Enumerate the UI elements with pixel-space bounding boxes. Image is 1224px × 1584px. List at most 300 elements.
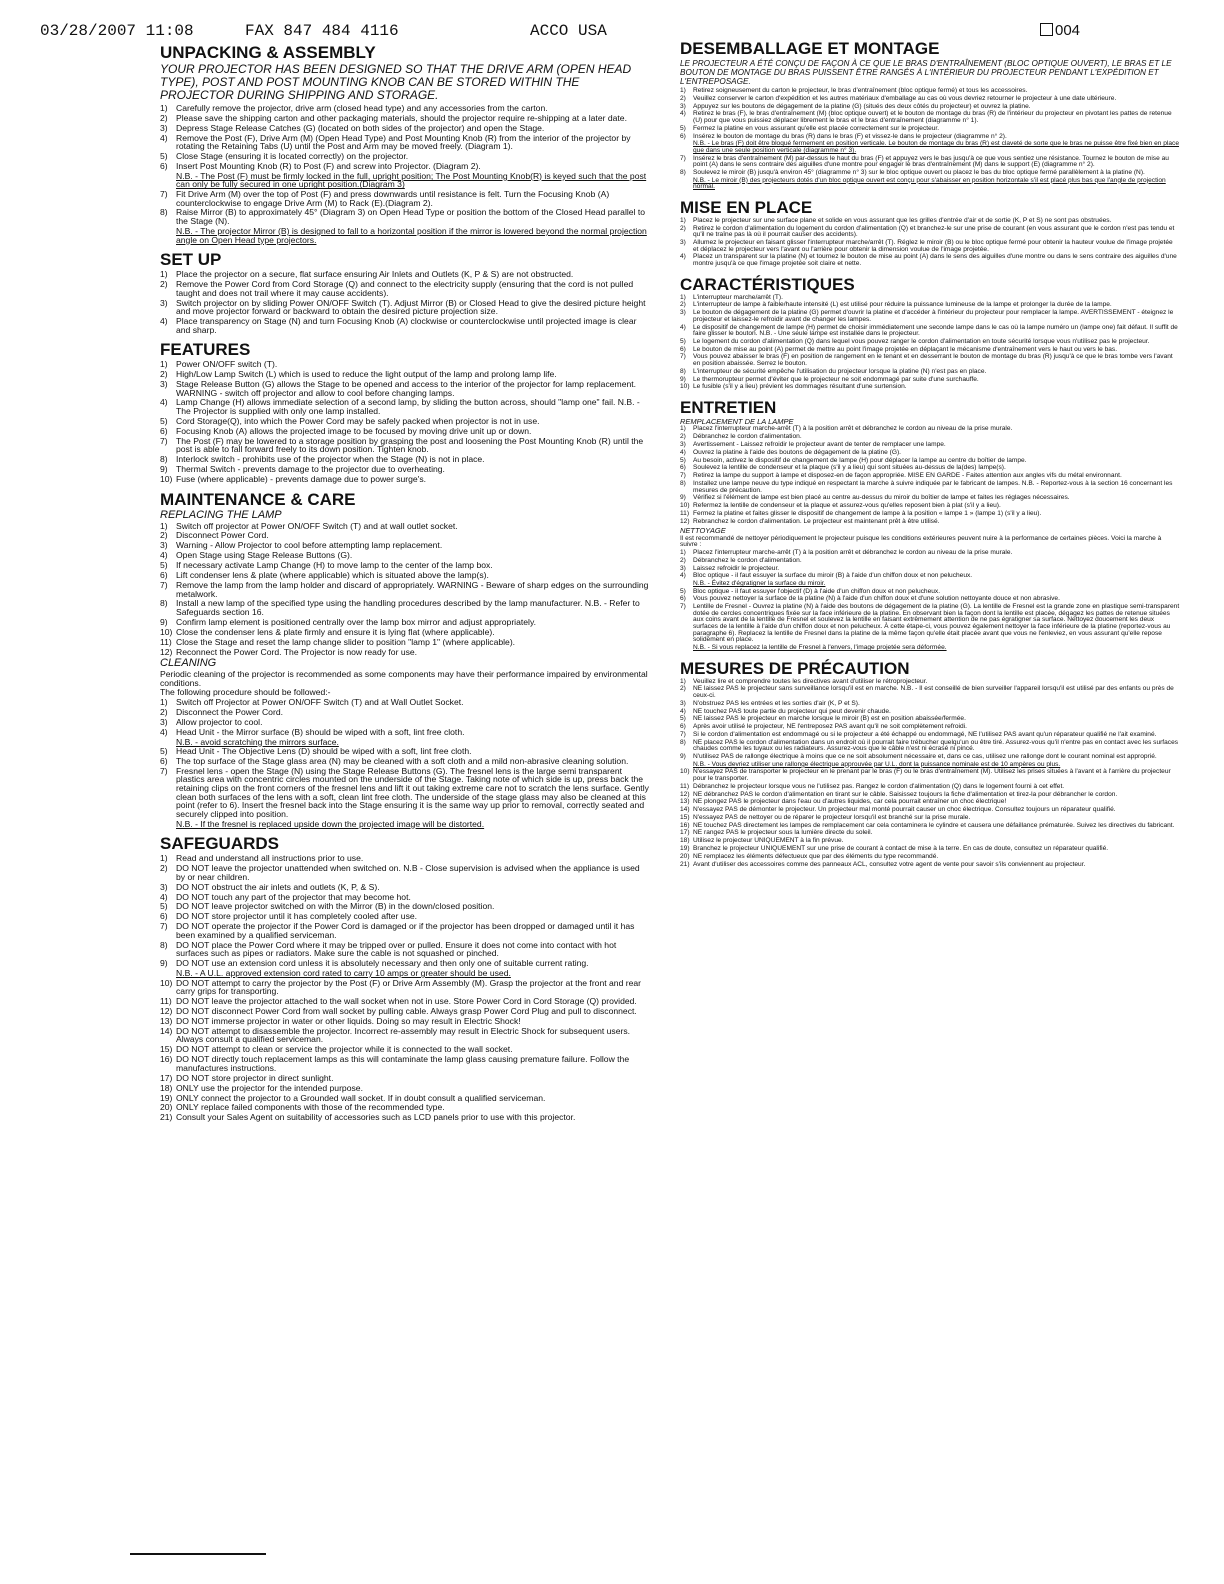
list-item: [680, 104, 1180, 111]
list-item-text: Insert Post Mounting Knob (R) to Post (F) and screw into Projector. (Diagram 2).: [176, 160, 481, 171]
list-item-number: 8): [680, 738, 686, 746]
list-item: [680, 156, 1180, 169]
list-item-number: 6): [160, 911, 168, 922]
list-item: [680, 325, 1180, 338]
list-item: [680, 170, 1180, 177]
list-item: [680, 724, 1180, 731]
list-item-number: 14): [680, 806, 690, 814]
setup-list: [160, 270, 650, 334]
list-item-number: 5): [680, 337, 686, 345]
list-item: [680, 596, 1180, 603]
list-item-number: 8): [160, 207, 168, 218]
list-item-number: 2): [680, 685, 686, 693]
list-item-number: 3): [680, 441, 686, 449]
list-item-number: 7): [680, 154, 686, 162]
list-item-number: 19): [680, 845, 690, 853]
list-item-number: 1): [160, 520, 168, 531]
list-item: [160, 1045, 650, 1054]
list-item: [680, 442, 1180, 449]
list-item: [160, 417, 650, 426]
list-item-number: 2): [680, 433, 686, 441]
list-item-number: 10): [680, 768, 690, 776]
list-item-number: 10): [680, 502, 690, 510]
list-item: [680, 784, 1180, 791]
nettoyage-paragraph: Il est recommandé de nettoyer périodiquement le projecteur puisque les conditions extérieures peuvent nuire à la performance de certaines pièces. Voici la marche à suivre :: [680, 534, 1162, 549]
list-item-number: 12): [680, 790, 690, 798]
list-item-text: Consult your Sales Agent on suitability of accessories such as LCD panels prior to use with this projector.: [176, 1112, 576, 1123]
list-item-text: Appuyez sur les boutons de dégagement de la platine (G) (situés des deux côtés du projecteur) et ouvrez la platine.: [693, 102, 1031, 110]
cleaning-list-2: [160, 747, 650, 818]
list-item: [680, 495, 1180, 502]
list-item-text: The Post (F) may be lowered to a storage position by grasping the post and loosening the Post Mounting Knob (R) until the post is able to fall forward freely to its down position. Tighten knob.: [176, 435, 644, 455]
list-item-text: Raise Mirror (B) to approximately 45° (Diagram 3) on Open Head Type or position the bottom of the Closed Head parallel to the Stage (N).: [176, 207, 646, 227]
list-item-text: Remove the Power Cord from Cord Storage (Q) and connect to the electricity supply (ensuring that the cord is not pulled taught and does not trail where it may cause accidents).: [176, 279, 634, 298]
list-item-text: High/Low Lamp Switch (L) which is used to reduce the light output of the lamp and prolong lamp life.: [176, 369, 557, 380]
section-title-safeguards: SAFEGUARDS: [160, 834, 280, 854]
list-item-number: 9): [680, 753, 686, 761]
list-item: [680, 126, 1180, 133]
list-item: [160, 1007, 650, 1016]
list-item-text: NE laissez PAS le projecteur en marche lorsque le miroir (B) est en position abaissée/fermée.: [693, 715, 966, 723]
list-item-number: 9): [680, 494, 686, 502]
list-item-text: Lamp Change (H) allows immediate selection of a second lamp, by sliding the button across, should "lamp one" fail. N.B. - The Projector is supplied with only one lamp installed.: [176, 397, 640, 417]
list-item-text: Close the condenser lens & plate firmly and ensure it is lying flat (where applicable).: [176, 626, 495, 637]
cleaning-note-1: N.B. - avoid scratching the mirrors surface.: [176, 736, 339, 747]
list-item-text: NE touchez PAS directement les lampes de remplacement car cela contaminera le cylindre et causera une défaillance prématurée. Suivez les directives du fabricant.: [693, 821, 1175, 829]
list-item: [160, 455, 650, 464]
list-item-text: DO NOT attempt to disassemble the projector. Incorrect re-assembly may result in Electric Shock for subsequent users. Always consult a qualified serviceman.: [176, 1025, 631, 1045]
list-item-text: Refermez la lentille de condenseur et la plaque et assurez-vous qu'elles reposent bien à plat (s'il y a lieu).: [693, 502, 1001, 510]
list-item-number: 6): [160, 160, 168, 171]
unpacking-note-1: N.B. - The Post (F) must be firmly locked in the full, upright position; The Post Mounting Knob(R) is keyed such that the post can only be fully secured in one upright position.(Diagram 3): [176, 170, 647, 190]
list-item-number: 8): [160, 939, 168, 950]
list-item: [680, 709, 1180, 716]
list-item-number: 6): [680, 723, 686, 731]
list-item: [680, 854, 1180, 861]
list-item-text: NE rangez PAS le projecteur sous la lumière directe du soleil.: [693, 829, 873, 837]
list-item-text: Veuillez lire et comprendre toutes les directives avant d'utiliser le rétroprojecteur.: [693, 677, 928, 685]
list-item-number: 2): [160, 369, 168, 380]
list-item-text: DO NOT operate the projector if the Power Cord is damaged or if the projector has been dropped or damaged until it has been examined by a qualified serviceman.: [176, 921, 635, 940]
list-item-number: 14): [160, 1025, 173, 1036]
subheading-remplacement-lampe: REMPLACEMENT DE LA LAMPE: [680, 416, 794, 426]
list-item-text: NE laissez PAS le projecteur sans surveillance lorsqu'il est en marche. N.B. - Il est conseillé de bien surveiller l'appareil lorsqu'il est utilisé par des enfants ou près de ceux-ci.: [693, 685, 1174, 699]
list-item: [160, 1027, 650, 1044]
list-item-number: 4): [680, 448, 686, 456]
list-item: [160, 708, 650, 717]
list-item-number: 1): [160, 853, 168, 864]
list-item-text: Fuse (where applicable) - prevents damage due to power surge's.: [176, 473, 427, 484]
list-item: [680, 589, 1180, 596]
list-item-text: Head Unit - the Mirror surface (B) should be wiped with a soft, lint free cloth.: [176, 726, 465, 737]
list-item-text: DO NOT store projector until it has completely cooled after use.: [176, 911, 418, 922]
list-item-text: Branchez le projecteur UNIQUEMENT sur une prise de courant à contact de mise à la terre. En cas de doute, consultez un réparateur qualifié.: [693, 845, 1109, 853]
list-item: [680, 354, 1180, 367]
list-item-number: 9): [680, 375, 686, 383]
unpacking-note-2: N.B. - The projector Mirror (B) is designed to fall to a horizontal position if the mirror is lowered beyond the normal projection angle on Open Head type projectors.: [176, 225, 647, 245]
list-item: [680, 481, 1180, 494]
list-item: [160, 599, 650, 616]
list-item-text: NE remplacez les éléments défectueux que par des éléments du type recommandé.: [693, 852, 939, 860]
list-item-text: DO NOT obstruct the air inlets and outlets (K, P, & S).: [176, 881, 380, 892]
list-item-text: NE plongez PAS le projecteur dans l'eau ou d'autres liquides, car cela pourrait entraîner un choc électrique!: [693, 798, 1007, 806]
list-item-number: 5): [680, 124, 686, 132]
list-item-text: Install a new lamp of the specified type using the handling procedures described by the lamp manufacturer. N.B. - Refer to Safeguards section 16.: [176, 598, 640, 617]
list-item-number: 15): [680, 813, 690, 821]
list-item: [680, 792, 1180, 799]
list-item-number: 3): [680, 564, 686, 572]
list-item-text: If necessary activate Lamp Change (H) to move lamp to the center of the lamp box.: [176, 560, 493, 571]
list-item-number: 13): [160, 1015, 173, 1026]
list-item-text: ONLY use the projector for the intended purpose.: [176, 1082, 363, 1093]
list-item-number: 4): [680, 110, 686, 118]
list-item: [680, 686, 1180, 699]
list-item: [680, 384, 1180, 391]
list-item-number: 4): [160, 891, 168, 902]
list-item: [160, 162, 650, 171]
list-item-text: Disconnect Power Cord.: [176, 530, 269, 541]
list-item: [680, 815, 1180, 822]
list-item-number: 15): [160, 1044, 173, 1055]
list-item-number: 8): [680, 367, 686, 375]
list-item: [160, 134, 650, 151]
list-item-number: 6): [680, 464, 686, 472]
list-item-text: Le logement du cordon d'alimentation (Q) dans lequel vous pouvez ranger le cordon d'alimentation en toute sécurité lorsque vous n'utilisez pas le projecteur.: [693, 337, 1150, 345]
list-item: [160, 638, 650, 647]
list-item: [680, 862, 1180, 869]
list-item-number: 2): [680, 94, 686, 102]
list-item: [680, 302, 1180, 309]
list-item-text: DO NOT use an extension cord unless it is absolutely necessary and then only one of suitable current rating.: [176, 958, 589, 969]
list-item: [160, 1055, 650, 1072]
list-item: [680, 88, 1180, 95]
list-item-number: 1): [680, 216, 686, 224]
list-item-text: Allumez le projecteur en faisant glisser l'interrupteur marche/arrêt (T). Réglez le miroir (B) ou le bloc optique fermé pour obtenir la hauteur voulue de l'image projetée et déplacez le projecteur vers l'avant ou l'arrière pour obtenir la dimension voulue de l'image projetée.: [693, 239, 1173, 253]
list-item: [160, 893, 650, 902]
list-item: [680, 799, 1180, 806]
list-item-number: 7): [160, 921, 168, 932]
list-item: [680, 830, 1180, 837]
list-item-number: 4): [680, 707, 686, 715]
list-item: [680, 240, 1180, 253]
list-item-text: Le bouton de mise au point (A) permet de mettre au point l'image projetée en déplaçant le mécanisme d'entraînement vers le haut ou vers le bas.: [693, 345, 1118, 353]
list-item-text: DO NOT immerse projector in water or other liquids. Doing so may result in Electric Shock!: [176, 1015, 521, 1026]
section-title-maintenance: MAINTENANCE & CARE: [160, 489, 356, 509]
desemballage-list: [680, 88, 1180, 140]
list-item: [160, 912, 650, 921]
list-item-number: 6): [680, 132, 686, 140]
list-item-number: 21): [680, 860, 690, 868]
list-item-number: 10): [160, 626, 173, 637]
list-item: [680, 558, 1180, 565]
list-item-text: Remove the Post (F), Drive Arm (M) (Open Head Type) and Post Mounting Knob (R) from the interior of the projector by rotating the Retaining Tabs (U) until the Post and Arm may be moved freely. (Diagram 1).: [176, 132, 631, 152]
list-item-number: 13): [680, 798, 690, 806]
desemballage-note-2: N.B. - Le miroir (B) des projecteurs dotés d'un bloc optique ouvert est conçu pour s'abaisser en position horizontale s'il est placé plus bas que l'angle de projection normal.: [693, 176, 1166, 191]
list-item-number: 2): [160, 706, 168, 717]
list-item-number: 11): [160, 636, 172, 647]
list-item: [680, 846, 1180, 853]
list-item: [680, 550, 1180, 557]
list-item-number: 8): [680, 168, 686, 176]
list-item-number: 6): [680, 595, 686, 603]
list-item-number: 9): [160, 464, 168, 475]
list-item-text: L'interrupteur de lampe à faible/haute intensité (L) est utilisé pour réduire la puissance lumineuse de la lampe et prolonger la durée de la lampe.: [693, 301, 1112, 309]
list-item-number: 7): [680, 472, 686, 480]
list-item: [680, 295, 1180, 302]
list-item-text: Close the Stage and reset the lamp change slider to position "lamp 1" (where applicable).: [176, 636, 516, 647]
list-item-text: Débranchez le projecteur lorsque vous ne l'utilisez pas. Rangez le cordon d'alimentation (Q) dans le logement fourni à cet effet.: [693, 782, 1065, 790]
unpacking-list-2: [160, 190, 650, 226]
list-item-number: 3): [160, 716, 168, 727]
subheading-cleaning: CLEANING: [160, 657, 217, 670]
list-item: [680, 838, 1180, 845]
list-item-number: 5): [160, 415, 168, 426]
list-item-text: Soulevez la lentille de condenseur et la plaque (s'il y a lieu) qui sont situées au-dessus de la(des) lampe(s).: [693, 464, 1006, 472]
list-item-text: Depress Stage Release Catches (G) (located on both sides of the projector) and open the Stage.: [176, 122, 545, 133]
list-item-text: N'obstruez PAS les entrées et les sorties d'air (K, P et S).: [693, 699, 860, 707]
nettoyage-list-2: [680, 589, 1180, 644]
list-item-text: Le bouton de dégagement de la platine (G) permet d'ouvrir la platine et d'accéder à l'intérieur du projecteur pour remplacer la lampe. AVERTISSEMENT - éteignez le projecteur et laissez-le refroidir avant de changer les lampes.: [693, 309, 1174, 323]
nettoyage-note-1: N.B. - Évitez d'égratigner la surface du miroir.: [693, 580, 826, 588]
list-item-number: 2): [680, 556, 686, 564]
list-item: [680, 519, 1180, 526]
list-item-text: Si le cordon d'alimentation est endommagé ou si le projecteur a été échappé ou endommagé, NE l'utilisez PAS avant qu'un réparateur qualifié ne l'ait examiné.: [693, 730, 1157, 738]
list-item-text: The top surface of the Stage glass area (N) may be cleaned with a soft cloth and a mild non-abrasive cleaning solution.: [176, 755, 629, 766]
list-item: [160, 104, 650, 113]
caracteristiques-list: [680, 295, 1180, 391]
list-item-text: Fermez la platine en vous assurant qu'elle est placée correctement sur le projecteur.: [693, 124, 940, 132]
list-item-text: Rebranchez le cordon d'alimentation. Le projecteur est maintenant prêt à être utilisé.: [693, 517, 940, 525]
list-item-text: Focusing Knob (A) allows the projected image to be focused by moving drive unit up or down.: [176, 425, 532, 436]
list-item: [160, 1074, 650, 1083]
list-item-number: 3): [160, 297, 168, 308]
list-item: [160, 522, 650, 531]
mise-en-place-list: [680, 218, 1180, 268]
list-item-number: 7): [160, 188, 168, 199]
list-item-number: 4): [160, 132, 168, 143]
list-item-text: Fit Drive Arm (M) over the top of Post (F) and press downwards until resistance is felt. Turn the Focusing Knob (A) counterclockwise to engage Drive Arm (M) to Rack (E).(Diagram 2).: [176, 188, 610, 208]
unpacking-list: [160, 104, 650, 171]
list-item-text: Fermez la platine et faites glisser le dispositif de changement de lampe à la position « lampe 1 » (lampe 1) (s'il y a lieu).: [693, 509, 1042, 517]
list-item-number: 1): [680, 677, 686, 685]
cleaning-paragraph-1: Periodic cleaning of the projector is recommended as some components may have their performance impaired by environmental conditions.: [160, 669, 648, 688]
list-item-number: 2): [160, 530, 168, 541]
list-item-text: Insérez le bras d'entraînement (M) par-dessus le haut du bras (F) et appuyez vers le bas jusqu'à ce que vous sentiez une résistance. Tournez le bouton de mise au point (A) dans le sens contraire des aiguilles d'une montre pour engager le bras d'entraînement (M) dans le support (E) (diagramme n° 2).: [693, 154, 1169, 169]
list-item-number: 3): [160, 881, 168, 892]
unpacking-intro: YOUR PROJECTOR HAS BEEN DESIGNED SO THAT THE DRIVE ARM (OPEN HEAD TYPE), POST AND POST MOUNTING KNOB CAN BE STORED WITHIN THE PROJECTOR DURING SHIPPING AND STORAGE.: [160, 62, 632, 102]
list-item-text: Retirez la lampe du support à lampe et disposez-en de façon appropriée. MISE EN GARDE - Faites attention aux angles vifs du métal environnant.: [693, 472, 1122, 480]
list-item: [160, 551, 650, 560]
list-item-text: Lift condenser lens & plate (where applicable) which is situated above the lamp(s).: [176, 570, 489, 581]
replacing-lamp-list: [160, 522, 650, 657]
list-item: [160, 618, 650, 627]
list-item-text: ONLY replace failed components with those of the recommended type.: [176, 1102, 445, 1113]
list-item-text: Utilisez le projecteur UNIQUEMENT à la fin prévue.: [693, 837, 844, 845]
list-item-text: Read and understand all instructions prior to use.: [176, 853, 364, 864]
list-item-number: 1): [680, 548, 686, 556]
list-item-text: Switch off Projector at Power ON/OFF Switch (T) and at Wall Outlet Socket.: [176, 696, 464, 707]
list-item-number: 8): [160, 598, 168, 609]
subheading-nettoyage: NETTOYAGE: [680, 526, 726, 536]
remplacement-lampe-list: [680, 426, 1180, 525]
subheading-replacing-lamp: REPLACING THE LAMP: [160, 508, 282, 521]
list-item-number: 1): [680, 293, 686, 301]
list-item: [680, 218, 1180, 225]
list-item: [160, 728, 650, 737]
list-item-text: DO NOT touch any part of the projector that may become hot.: [176, 891, 411, 902]
list-item-number: 16): [160, 1054, 173, 1065]
list-item: [680, 716, 1180, 723]
list-item: [680, 458, 1180, 465]
list-item-number: 2): [160, 112, 168, 123]
list-item: [160, 299, 650, 316]
list-item-number: 20): [680, 852, 690, 860]
list-item: [160, 747, 650, 756]
features-list: [160, 360, 650, 483]
desemballage-intro: LE PROJECTEUR A ÉTÉ CONÇU DE FAÇON À CE QUE LE BRAS D'ENTRAÎNEMENT (BLOC OPTIQUE OUVERT), LE BRAS ET LE BOUTON DE MONTAGE DU BRAS PUISSENT ÊTRE RANGÉS À L'INTÉRIEUR DU PROJECTEUR PENDANT L'EXPÉDITION ET L'ENTREPOSAGE.: [680, 59, 1172, 87]
list-item-number: 2): [160, 279, 168, 290]
list-item-text: Avertissement - Laissez refroidir le projecteur avant de tenter de remplacer une lampe.: [693, 441, 946, 449]
list-item-number: 1): [160, 269, 168, 280]
list-item-text: N'essayez PAS de transporter le projecteur en le prenant par le bras (F) ou le bras d'entraînement (M). Utilisez les prises situées à l'avant et à l'arrière du projecteur pour le transporter.: [693, 768, 1171, 782]
list-item: [160, 757, 650, 766]
list-item-text: Vous pouvez abaisser le bras (F) en position de rangement en le tenant et en desserrant le bouton de montage du bras (R) jusqu'à ce que le bras tombe vers l'avant en position abaissée. Serrez le bouton.: [693, 353, 1173, 368]
list-item-text: Veuillez conserver le carton d'expédition et les autres matériaux d'emballage au cas où vous devriez retourner le projecteur à une date ultérieure.: [693, 94, 1117, 102]
list-item-text: Interlock switch - prohibits use of the projector when the Stage (N) is not in place.: [176, 454, 485, 465]
list-item-text: Allow projector to cool.: [176, 716, 263, 727]
section-title-mesures: MESURES DE PRÉCAUTION: [680, 658, 910, 678]
list-item-text: Installez une lampe neuve du type indiqué en respectant la marche à suivre indiquée par le fabricant de lampes. N.B. - Reportez-vous à la section 16 concernant les mesures de précaution.: [693, 479, 1173, 494]
nettoyage-list: [680, 550, 1180, 580]
list-item-number: 4): [680, 323, 686, 331]
list-item-number: 4): [680, 572, 686, 580]
list-item-number: 11): [680, 782, 690, 790]
list-item-text: Placez l'interrupteur marche-arrêt (T) à la position arrêt et débranchez le cordon au niveau de la prise murale.: [693, 425, 1013, 433]
bottom-rule: [130, 1553, 266, 1555]
list-item: [680, 134, 1180, 141]
list-item-number: 1): [160, 102, 168, 113]
list-item-number: 3): [680, 309, 686, 317]
list-item-text: Retirez le bras (F), le bras d'entraînement (M) (bloc optique ouvert) et le bouton de montage du bras (R) de l'intérieur du projecteur en pivotant les pattes de retenue (U) pour que vous puissiez déplacer librement le bras et le bras d'entraînement (diagramme n° 1).: [693, 110, 1172, 124]
list-item-number: 6): [160, 755, 168, 766]
list-item-text: Open Stage using Stage Release Buttons (G).: [176, 550, 353, 561]
list-item-number: 12): [680, 517, 690, 525]
list-item: [680, 310, 1180, 323]
list-item-number: 10): [680, 383, 690, 391]
list-item-text: N'essayez PAS de nettoyer ou de réparer le projecteur lorsqu'il est branché sur la prise murale.: [693, 813, 971, 821]
list-item: [160, 648, 650, 657]
list-item-number: 4): [680, 253, 686, 261]
fax-company: ACCO USA: [530, 22, 607, 40]
list-item: [680, 369, 1180, 376]
desemballage-list-2: [680, 156, 1180, 177]
list-item-number: 5): [680, 587, 686, 595]
list-item: [160, 561, 650, 570]
list-item-number: 6): [160, 425, 168, 436]
list-item: [680, 426, 1180, 433]
list-item: [680, 450, 1180, 457]
list-item-text: Soulevez le miroir (B) jusqu'à environ 45° (diagramme n° 3) sur le bloc optique ouvert ou placez le bas du bloc optique fermé parallèlement à la platine (N).: [693, 168, 1145, 176]
list-item-number: 7): [680, 353, 686, 361]
list-item: [160, 541, 650, 550]
list-item-number: 21): [160, 1112, 173, 1123]
list-item: [680, 111, 1180, 124]
list-item-number: 2): [680, 224, 686, 232]
list-item: [160, 280, 650, 297]
list-item: [160, 270, 650, 279]
list-item: [160, 1113, 650, 1122]
cleaning-note-2: N.B. - If the fresnel is replaced upside down the projected image will be distorted.: [176, 818, 485, 829]
list-item: [680, 465, 1180, 472]
list-item-text: Retirez le cordon d'alimentation du logement du cordon d'alimentation (Q) et branchez-le sur une prise de courant (en vous assurant que le cordon n'est pas tendu et qu'il ne traîne pas là où il pourrait causer des accidents).: [693, 224, 1175, 239]
list-item-number: 1): [680, 425, 686, 433]
list-item-text: Disconnect the Power Cord.: [176, 706, 283, 717]
list-item-text: DO NOT leave the projector attached to the wall socket when not in use. Store Power Cord in Cord Storage (Q) provided.: [176, 996, 637, 1007]
list-item: [160, 628, 650, 637]
list-item-number: 5): [160, 560, 168, 571]
list-item-number: 4): [160, 316, 168, 326]
list-item: [160, 208, 650, 225]
list-item-text: Cord Storage(Q), into which the Power Cord may be safely packed when projector is not in use.: [176, 415, 540, 426]
list-item: [680, 823, 1180, 830]
list-item-text: NE placez PAS le cordon d'alimentation dans un endroit où il pourrait faire trébucher quelqu'un ou être tiré. Assurez-vous qu'il n'entre pas en contact avec les surfaces chaudes comme les tuyaux ou les radiateurs. Assurez-vous que le câble n'est ni écrasé ni pincé.: [693, 738, 1179, 753]
list-item-text: Placez le projecteur sur une surface plane et solide en vous assurant que les grilles d'entrée d'air et de sortie (K, P et S) ne sont pas obstruées.: [693, 216, 1112, 224]
list-item: [160, 152, 650, 161]
list-item-text: DO NOT disconnect Power Cord from wall socket by pulling cable. Always grasp Power Cord Plug and pull to disconnect.: [176, 1006, 637, 1017]
list-item-text: N'essayez PAS de démonter le projecteur. Un projecteur mal monté pourrait causer un choc électrique. Consultez toujours un réparateur qualifié.: [693, 806, 1116, 814]
list-item: [680, 754, 1180, 761]
list-item-text: Place transparency on Stage (N) and turn Focusing Knob (A) clockwise or counterclockwise until projected image is clear and sharp.: [176, 316, 637, 335]
list-item: [160, 571, 650, 580]
list-item-text: Après avoir utilisé le projecteur, NE l'entreposez PAS avant qu'il ne soit complètement refroidi.: [693, 723, 967, 731]
list-item: [680, 96, 1180, 103]
list-item: [160, 864, 650, 881]
list-item-number: 7): [160, 579, 168, 590]
cleaning-paragraph-2: The following procedure should be followed:-: [160, 687, 331, 698]
list-item: [160, 427, 650, 436]
list-item: [160, 902, 650, 911]
list-item-text: DO NOT leave projector switched on with the Mirror (B) in the down/closed position.: [176, 901, 495, 912]
section-title-mise-en-place: MISE EN PLACE: [680, 197, 813, 217]
list-item-text: Close Stage (ensuring it is located correctly) on the projector.: [176, 151, 409, 162]
list-item: [160, 767, 650, 819]
list-item-number: 12): [160, 646, 173, 657]
list-item-number: 12): [160, 1006, 173, 1017]
list-item-number: 7): [680, 603, 686, 611]
list-item-text: L'interrupteur marche/arrêt (T).: [693, 293, 783, 301]
list-item-text: Vérifiez si l'élément de lampe est bien placé au centre au-dessus du miroir du boîtier de lampe et faites les réglages nécessaires.: [693, 494, 1070, 502]
section-title-entretien: ENTRETIEN: [680, 397, 777, 417]
list-item: [680, 732, 1180, 739]
list-item-text: Thermal Switch - prevents damage to the projector due to overheating.: [176, 464, 445, 475]
list-item: [680, 701, 1180, 708]
list-item: [160, 190, 650, 207]
list-item: [680, 503, 1180, 510]
list-item-number: 9): [160, 958, 168, 969]
list-item-text: Reconnect the Power Cord. The Projector is now ready for use.: [176, 646, 418, 657]
section-title-desemballage: DESEMBALLAGE ET MONTAGE: [680, 39, 940, 58]
list-item-text: Power ON/OFF switch (T).: [176, 359, 278, 370]
checkbox-icon: [1040, 23, 1053, 36]
list-item-number: 5): [160, 901, 168, 912]
list-item: [680, 740, 1180, 753]
list-item: [160, 1017, 650, 1026]
list-item-text: Laissez refroidir le projecteur.: [693, 564, 780, 572]
list-item-number: 20): [160, 1102, 173, 1113]
list-item-text: Avant d'utiliser des accessoires comme des panneaux ACL, consultez votre agent de vente pour savoir s'ils conviennent au projecteur.: [693, 860, 1086, 868]
list-item-text: Head Unit - The Objective Lens (D) should be wiped with a soft, lint free cloth.: [176, 746, 472, 757]
list-item-text: Au besoin, activez le dispositif de changement de lampe (H) pour déplacer la lampe au centre du boîtier de lampe.: [693, 456, 1027, 464]
